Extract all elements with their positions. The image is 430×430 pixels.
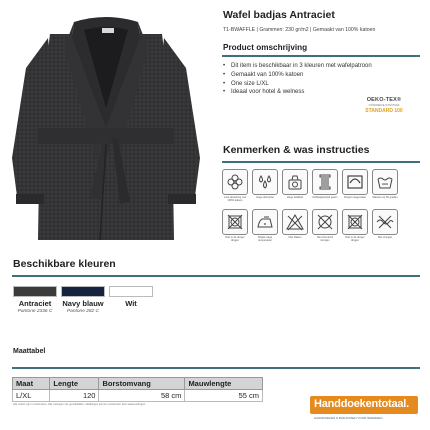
care-caption: Drogen toegestaan [343,196,367,199]
care-item [282,169,308,205]
care-item [282,209,308,245]
care-caption: Niet wringen [377,236,393,239]
oeko-tex-standard: STANDARD 100 [365,108,403,114]
swatch-name: Antraciet [18,299,52,308]
oeko-tex-label: OEKO-TEX® [366,97,402,103]
color-swatch-wit[interactable] [109,286,153,314]
care-item [372,169,398,205]
wash-60-icon [372,169,398,195]
care-caption: Niet in de droger drogen [345,236,365,243]
no-bleach-icon [282,209,308,235]
care-divider [222,161,420,163]
care-item [222,169,248,205]
water-drops-icon [252,169,278,195]
care-item [252,209,278,245]
size-disclaimer: Alle maten zijn in centimeters. Alle metingen zijn gemiddelden, afwijkingen kunnen voorkomen door wassen/drogen. [13,403,146,406]
oeko-tex-tagline: CONFIDENCE IN TEXTILES [368,104,400,107]
care-item [252,169,278,205]
care-caption: Niet bleken [288,236,302,239]
swatch-name: Wit [125,299,137,308]
size-divider [12,367,420,369]
description-divider [222,55,420,57]
care-caption: Hoge absorptie [256,196,274,199]
list-item: • One size L/XL [223,80,372,89]
size-heading: Maattabel [13,348,46,355]
table-header-row [13,378,263,390]
care-caption: Strijken lage temperatuur [257,236,273,243]
oeko-tex-badge [357,97,411,114]
care-heading: Kenmerken & was instructies [223,144,370,156]
colors-heading: Beschikbare kleuren [13,258,116,270]
care-caption: Dubbelgetwijnd garen [312,196,338,199]
swatch-color [13,286,57,297]
low-iron-icon [252,209,278,235]
size-table [12,377,263,402]
dryer-icon [342,169,368,195]
care-item [372,209,398,245]
care-caption: Niet chemisch reinigen [316,236,334,243]
column-header: Maat [13,378,50,390]
colors-divider [12,275,420,277]
care-item [222,209,248,245]
list-item: • Gemaakt van 100% katoen [223,71,372,80]
care-caption: Wassen op 60 graden [372,196,398,199]
scale-icon [282,169,308,195]
swatch-color [61,286,105,297]
swatch-name: Navy blauw [62,299,104,308]
table-cell: L/XL [13,390,50,402]
care-caption: Luxe afwerking met 100% katoen [223,196,247,203]
product-title: Wafel badjas Antraciet [223,9,335,21]
care-item [342,209,368,245]
no-softener-icon [222,209,248,235]
swatch-pantone: Pantone 2336 C [17,309,53,314]
swatch-pantone: Pantone 282 C [66,309,99,314]
yarn-spool-icon [312,169,338,195]
color-swatches [13,286,153,314]
brand-logo[interactable] [306,392,422,424]
list-item: • Ideaal voor hotel & welness [223,88,372,97]
care-icon-grid [222,169,398,245]
table-cell: 55 cm [185,390,263,402]
table-cell: 120 [50,390,99,402]
no-wring-icon [372,209,398,235]
list-item: • Dit item is beschikbaar in 3 kleuren met wafelpatroon [223,62,372,71]
swatch-color [109,286,153,297]
care-item [312,169,338,205]
column-header: Mauwlengte [185,378,263,390]
soft-flower-icon [222,169,248,195]
product-image-bathrobe [8,8,204,246]
no-tumble-icon [342,209,368,235]
care-caption: Hoge kwaliteit [286,196,304,199]
color-swatch-navy[interactable] [61,286,105,314]
product-subtitle: T1-BWAFFLE | Grammen: 230 gr/m2 | Gemaakt van 100% katoen [223,27,376,33]
care-item [342,169,368,205]
logo-text: Handdoekentotaal. [314,398,410,410]
color-swatch-antraciet[interactable] [13,286,57,314]
care-caption: Niet in de droger drogen [225,236,245,243]
care-item [312,209,338,245]
table-row [13,390,263,402]
logo-tagline: HANDDOEKEN & BADJASSEN VOOR IEDEREEN [314,416,383,420]
description-list [223,62,372,97]
description-heading: Product omschrijving [223,43,308,52]
column-header: Lengte [50,378,99,390]
column-header: Borstomvang [99,378,185,390]
no-chemical-clean-icon [312,209,338,235]
table-cell: 58 cm [99,390,185,402]
